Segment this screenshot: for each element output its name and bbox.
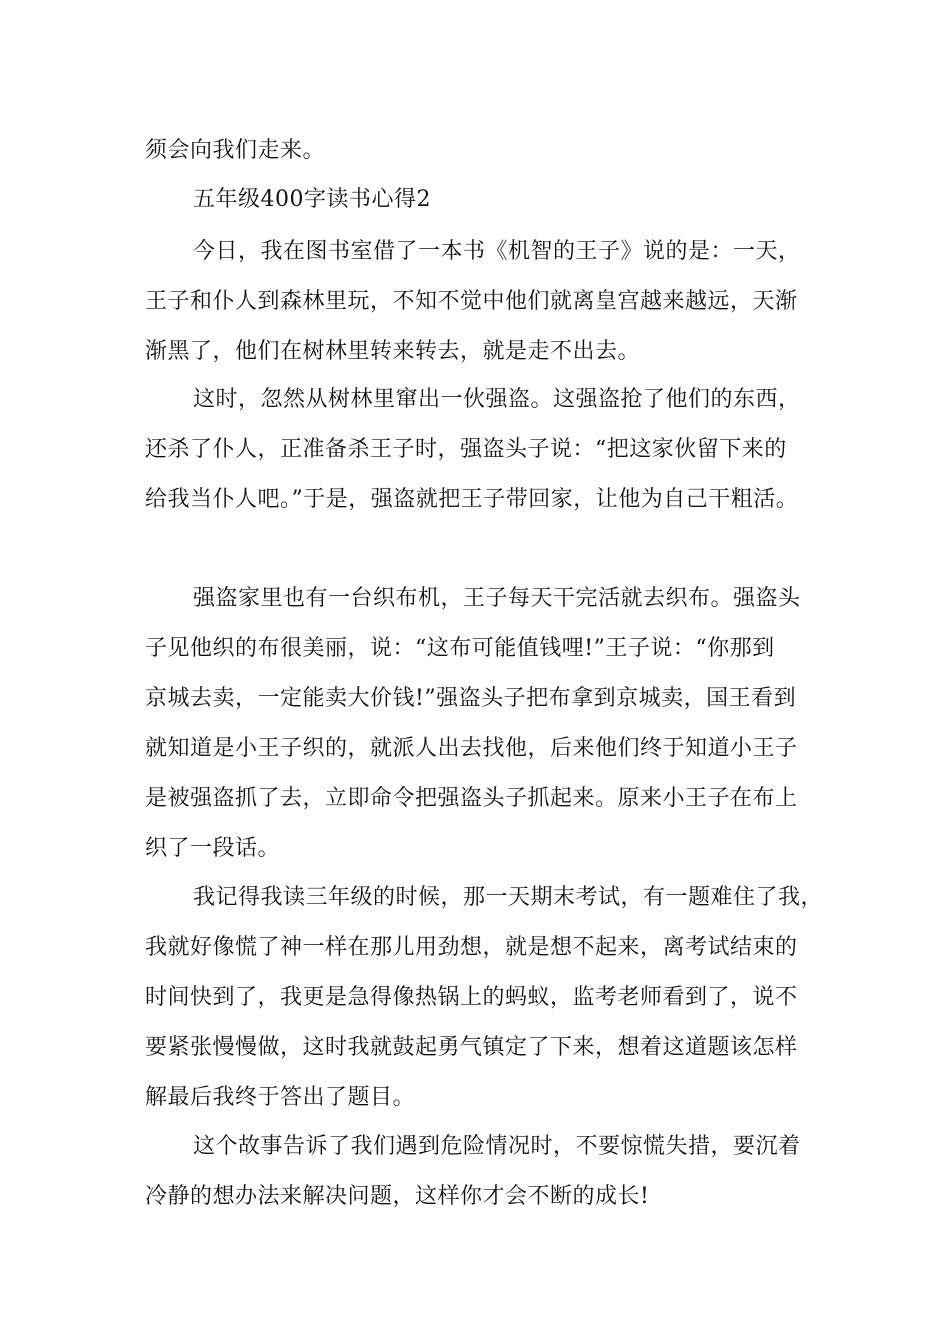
text-line: 解最后我终于答出了题目。 (145, 1085, 416, 1110)
text-line: 时间快到了，我更是急得像热锅上的蚂蚁，监考老师看到了，说不 (145, 985, 798, 1010)
text-line: 冷静的想办法来解决问题，这样你才会不断的成长! (145, 1184, 650, 1209)
text-line: 我记得我读三年级的时候，那一天期末考试，有一题难住了我， (193, 885, 824, 910)
text-line: 这时，忽然从树林里窜出一伙强盗。这强盗抢了他们的东西， (193, 387, 801, 412)
text-line: 渐黑了，他们在树林里转来转去，就是走不出去。 (145, 339, 641, 364)
text-line: 是被强盗抓了去，立即命令把强盗头子抓起来。原来小王子在布上 (145, 786, 798, 811)
text-line: 京城去卖，一定能卖大价钱!”强盗头子把布拿到京城卖，国王看到 (145, 686, 797, 711)
text-line: 要紧张慢慢做，这时我就鼓起勇气镇定了下来，想着这道题该怎样 (145, 1035, 798, 1060)
text-line: 须会向我们走来。 (145, 138, 326, 163)
text-line: 还杀了仆人，正准备杀王子时，强盗头子说：“把这家伙留下来的 (145, 437, 787, 462)
text-line: 强盗家里也有一台织布机，王子每天干完活就去织布。强盗头 (193, 586, 801, 611)
text-line: 就知道是小王子织的，就派人出去找他，后来他们终于知道小王子 (145, 736, 798, 761)
text-line: 给我当仆人吧。”于是，强盗就把王子带回家，让他为自己干粗活。 (145, 487, 799, 512)
text-line: 这个故事告诉了我们遇到危险情况时，不要惊慌失措，要沉着 (193, 1134, 801, 1159)
section-heading: 五年级400字读书心得2 (193, 187, 431, 212)
text-line: 织了一段话。 (145, 836, 281, 861)
text-line: 子见他织的布很美丽，说：“这布可能值钱哩!”王子说：“你那到 (145, 636, 775, 661)
text-line: 王子和仆人到森林里玩，不知不觉中他们就离皇宫越来越远，天渐 (145, 289, 798, 314)
text-line: 我就好像慌了神一样在那儿用劲想，就是想不起来，离考试结束的 (145, 935, 798, 960)
text-line: 今日，我在图书室借了一本书《机智的王子》说的是：一天， (193, 239, 801, 264)
